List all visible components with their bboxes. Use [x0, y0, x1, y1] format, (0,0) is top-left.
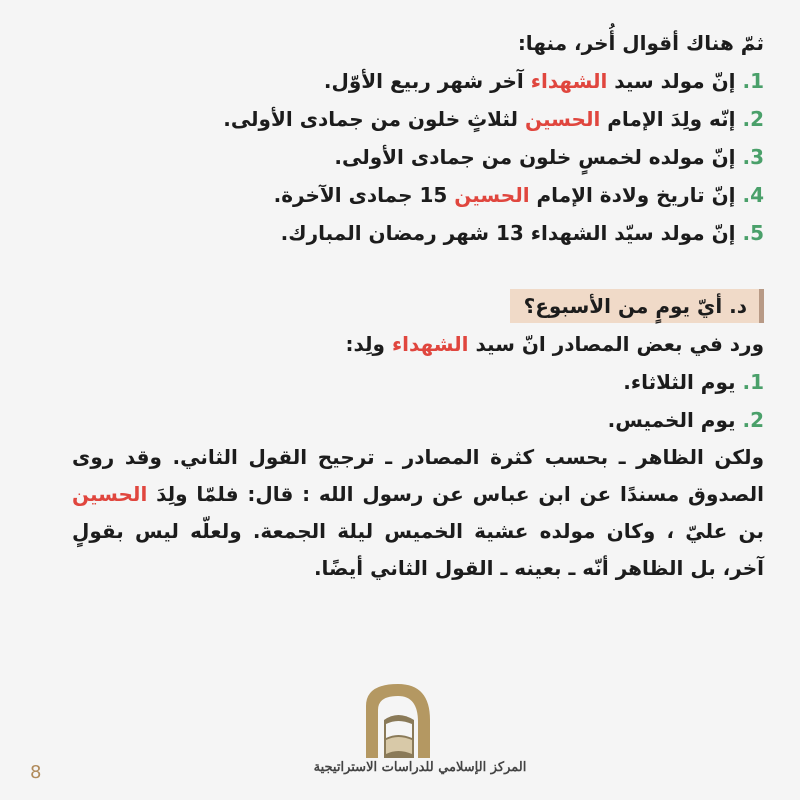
list-text: يوم الثلاثاء.: [623, 370, 736, 394]
list-number: 3.: [742, 145, 764, 169]
list-text: إنّه ولِدَ الإمام: [600, 107, 736, 131]
list-number: 2.: [742, 408, 764, 432]
list-text: لثلاثٍ خلون من جمادى الأولى.: [223, 107, 526, 131]
paragraph-text: ولكن الظاهر ـ بحسب كثرة المصادر ـ ترجيح القول الثاني. وقد روى الصدوق مسندًا عن ابن عباس عن رسول الله : قال: فلمّا ولِدَ: [72, 445, 764, 506]
highlight-name: الحسين: [454, 183, 530, 207]
paragraph-text: بن عليّ ، وكان مولده عشية الخميس ليلة الجمعة. ولعلّه ليس بقولٍ آخر، بل الظاهر أنّه ـ بعينه ـ القول الثاني أيضًا.: [72, 519, 764, 580]
logo-emblem-icon: [358, 680, 438, 762]
list-item: [72, 363, 764, 401]
list-number: 1.: [742, 370, 764, 394]
highlight-name: الحسين: [72, 482, 148, 506]
body-paragraph: [72, 439, 764, 587]
intro-line: ثمّ هناك أقوال أُخر، منها:: [517, 31, 764, 55]
list-text: 15 جمادى الآخرة.: [273, 183, 455, 207]
list-text: إنّ مولد سيد: [607, 69, 736, 93]
list-number: 2.: [742, 107, 764, 131]
section-intro-line: [72, 325, 764, 363]
line-text: ورد في بعض المصادر انّ سيد: [468, 332, 764, 356]
list-item: [72, 100, 764, 138]
highlight-name: الشهداء: [391, 332, 469, 356]
highlight-name: الشهداء: [530, 69, 608, 93]
list-text: آخر شهر ربيع الأوّل.: [323, 69, 531, 93]
list-text: إنّ تاريخ ولادة الإمام: [529, 183, 736, 207]
center-logo: [300, 680, 540, 790]
list-number: 5.: [742, 221, 764, 245]
list-text: يوم الخميس.: [607, 408, 736, 432]
list-item: [72, 401, 764, 439]
list-item: [72, 176, 764, 214]
list-item: [72, 62, 764, 100]
list-text: إنّ مولد سيّد الشهداء 13 شهر رمضان المبارك.: [280, 221, 736, 245]
logo-caption: المركز الإسلامي للدراسات الاستراتيجية: [313, 760, 527, 775]
list-number: 4.: [742, 183, 764, 207]
list-item: [72, 214, 764, 252]
page-number: 8: [30, 762, 42, 783]
list-text: إنّ مولده لخمسٍ خلون من جمادى الأولى.: [334, 145, 736, 169]
line-text: ولِد:: [345, 332, 392, 356]
document-body: [72, 24, 764, 587]
highlight-name: الحسين: [525, 107, 601, 131]
list-number: 1.: [742, 69, 764, 93]
list-item: [72, 138, 764, 176]
section-heading: د. أيّ يومٍ من الأسبوع؟: [510, 289, 764, 323]
